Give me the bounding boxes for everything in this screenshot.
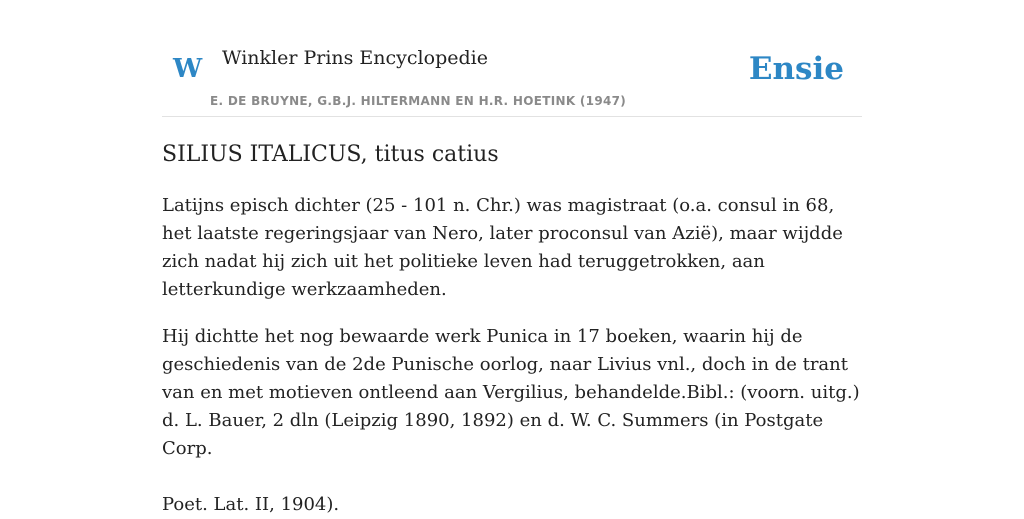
article-paragraph: Hij dichtte het nog bewaarde werk Punica in 17 boeken, waarin hij de geschiedenis van de 2de Punische oorlog, naar Livius vnl., doch in de trant van en met motieven ontleend aan Vergilius, behandelde.Bibl.: (voorn. uitg.) d. L. Bauer, 2 dln (Leipzig 1890, 1892) en d. W. C. Summers (in Postgate Corp. [162, 326, 860, 459]
ensie-brand-link[interactable]: Ensie [748, 51, 844, 87]
article-paragraph: Latijns episch dichter (25 - 101 n. Chr.) was magistraat (o.a. consul in 68, het laatste regeringsjaar van Nero, later proconsul van Azië), maar wijdde zich nadat hij zich uit het politieke leven had teruggetrokken, aan letterkundige werkzaamheden. [162, 195, 843, 300]
encyclopedia-title: Winkler Prins Encyclopedie [222, 47, 488, 69]
article-title: SILIUS ITALICUS, titus catius [162, 142, 499, 167]
authors-line: E. DE BRUYNE, G.B.J. HILTERMANN EN H.R. HOETINK (1947) [210, 94, 627, 108]
article-body [162, 140, 862, 519]
encyclopedia-header [162, 40, 862, 117]
article-paragraph: Poet. Lat. II, 1904). [162, 494, 340, 515]
winkler-prins-logo-icon: W [173, 54, 203, 84]
